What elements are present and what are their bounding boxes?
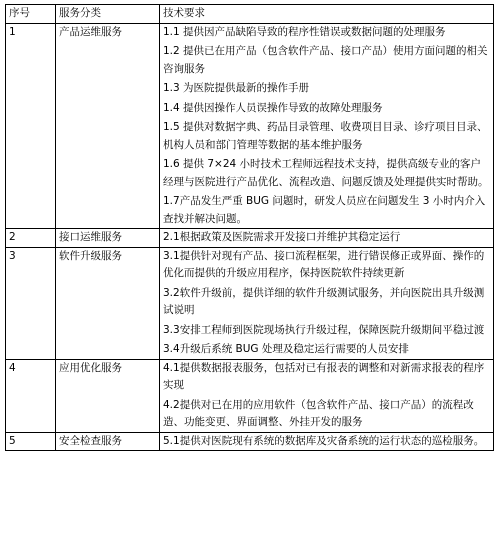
requirement-item: 1.3 为医院提供最新的操作手册 [163,82,310,94]
requirement-item: 1.1 提供因产品缺陷导致的程序性错误或数据问题的处理服务 [163,25,446,38]
requirement-item: 1.5 提供对数据字典、药品目录管理、收费项目目录、诊疗项目目录、机构人员和部门管理等数据的基本维护服务 [163,121,488,151]
requirement-item: 3.3安排工程师到医院现场执行升级过程，保障医院升级期间平稳过渡 [163,323,485,336]
table-row [6,229,494,248]
requirement-item: 2.1根据政策及医院需求开发接口并维护其稳定运行 [163,231,401,243]
table-header-row [6,5,494,24]
requirement-item: 5.1提供对医院现有系统的数据库及灾备系统的运行状态的巡检服务。 [163,434,485,447]
row-seq-no: 3 [6,247,56,359]
row-service-category: 应用优化服务 [56,359,160,432]
row-seq-no: 5 [6,432,56,451]
requirement-item: 3.1提供针对现有产品、接口流程框架，进行错误修正或界面、操作的优化而提供的升级应用程序，保持医院软件持续更新 [163,249,485,279]
table-row [6,359,494,432]
row-seq-no: 1 [6,23,56,229]
row-requirements [160,23,494,229]
row-service-category: 接口运维服务 [56,229,160,248]
requirement-item: 3.2软件升级前，提供详细的软件升级测试服务，并向医院出具升级测试说明 [163,286,485,316]
table-row [6,247,494,359]
row-service-category: 产品运维服务 [56,23,160,229]
table-row [6,432,494,451]
row-requirements [160,229,494,248]
row-seq-no: 2 [6,229,56,248]
row-requirements [160,432,494,451]
row-requirements [160,247,494,359]
requirement-item: 3.4升级后系统 BUG 处理及稳定运行需要的人员安排 [163,343,409,355]
header-technical-requirements: 技术要求 [160,5,494,24]
table-body [6,23,494,451]
table-row [6,23,494,229]
header-seq-no: 序号 [6,5,56,24]
service-requirements-table [5,4,494,451]
requirement-item: 1.6 提供 7×24 小时技术工程师远程技术支持，提供高级专业的客户经理与医院进行产品优化、流程改造、问题反馈及处理提供实时帮助。 [163,158,489,188]
row-seq-no: 4 [6,359,56,432]
row-service-category: 安全检查服务 [56,432,160,451]
requirement-item: 4.1提供数据报表服务，包括对已有报表的调整和对新需求报表的程序实现 [163,361,485,391]
row-service-category: 软件升级服务 [56,247,160,359]
requirement-item: 4.2提供对已在用的应用软件（包含软件产品、接口产品）的流程改造、功能变更、界面调整、外挂开发的服务 [163,398,474,428]
requirement-item: 1.7产品发生严重 BUG 问题时，研发人员应在问题发生 3 小时内介入查找并解决问题。 [163,195,486,225]
header-service-category: 服务分类 [56,5,160,24]
row-requirements [160,359,494,432]
requirement-item: 1.4 提供因操作人员误操作导致的故障处理服务 [163,101,383,114]
requirement-item: 1.2 提供已在用产品（包含软件产品、接口产品）使用方面问题的相关咨询服务 [163,45,488,75]
